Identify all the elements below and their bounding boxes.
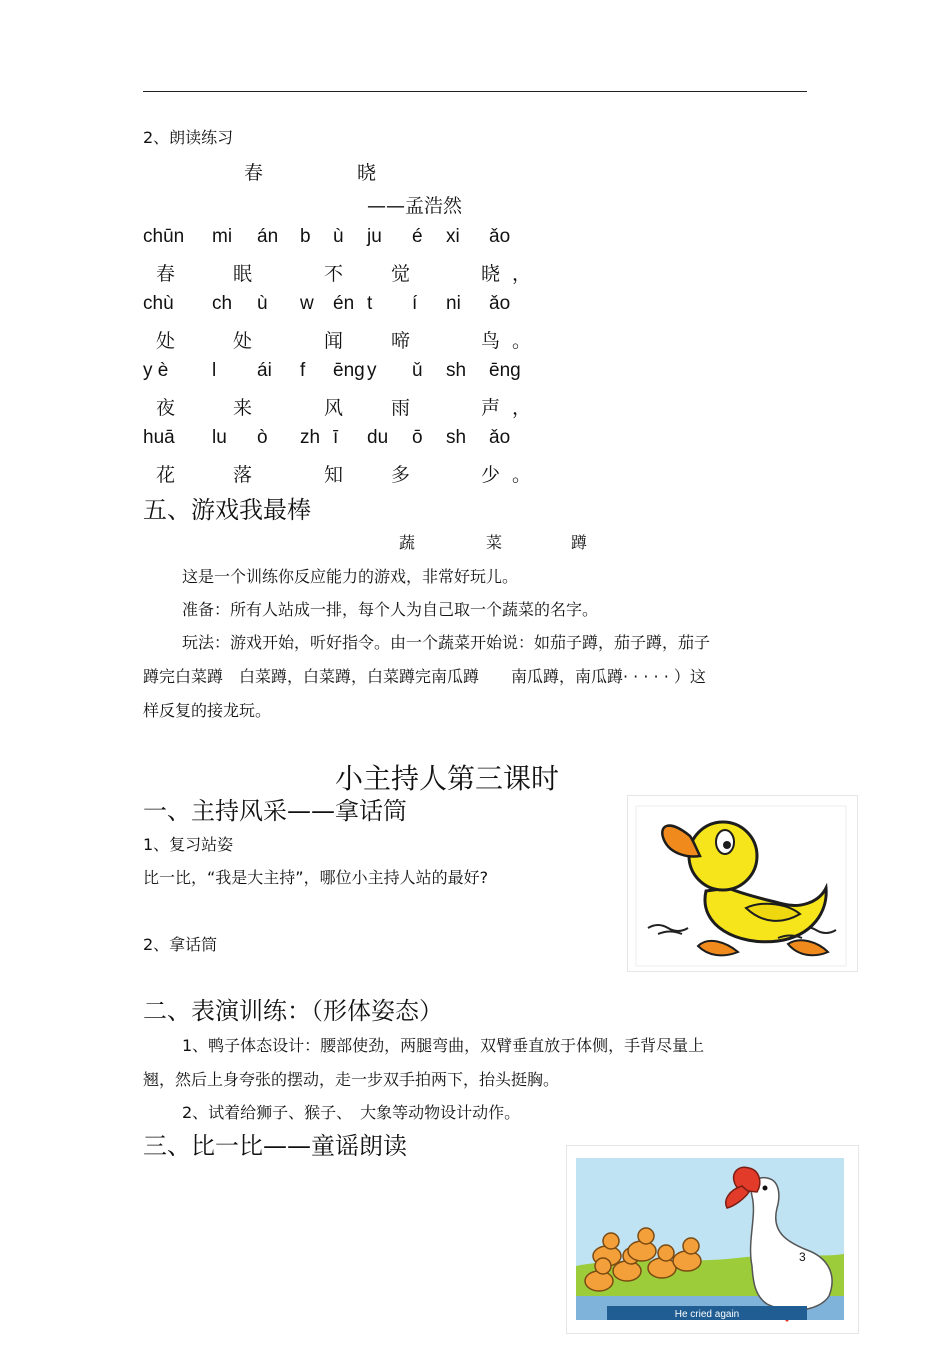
pinyin-syllable: ù bbox=[257, 293, 268, 314]
pinyin-syllable: w bbox=[300, 293, 314, 314]
pinyin-syllable: chūn bbox=[143, 226, 185, 247]
poem-character: 闻 bbox=[324, 330, 344, 352]
pinyin-syllable: ǎo bbox=[489, 226, 511, 247]
pinyin-syllable: b bbox=[300, 226, 311, 247]
poem-title-char: 春 bbox=[244, 162, 264, 184]
poem-character: 少 bbox=[481, 464, 501, 486]
poem-author: ——孟浩然 bbox=[367, 195, 463, 217]
pinyin-syllable: ǎo bbox=[489, 293, 511, 314]
pinyin-syllable: sh bbox=[446, 427, 467, 448]
pinyin-syllable: huā bbox=[143, 427, 175, 448]
poem-character: 多 bbox=[391, 464, 411, 486]
goose-and-ducklings-illustration bbox=[567, 1146, 858, 1333]
game-paragraph: 准备：所有人站成一排，每个人为自己取一个蔬菜的名字。 bbox=[182, 600, 599, 619]
pinyin-syllable: xi bbox=[446, 226, 460, 247]
section5-heading: 五、游戏我最棒 bbox=[143, 496, 311, 524]
poem-character: 知 bbox=[324, 464, 344, 486]
pinyin-syllable: é bbox=[412, 226, 423, 247]
pinyin-syllable: ō bbox=[412, 427, 423, 448]
poem-character: 不 bbox=[324, 263, 344, 285]
pinyin-syllable: ēng bbox=[489, 360, 521, 381]
pinyin-syllable: t bbox=[367, 293, 373, 314]
pinyin-syllable: du bbox=[367, 427, 389, 448]
reading-heading: 2、朗读练习 bbox=[143, 128, 234, 147]
pinyin-syllable: f bbox=[300, 360, 306, 381]
pinyin-syllable: y è bbox=[143, 360, 169, 381]
part2-text: 翘，然后上身夸张的摆动，走一步双手拍两下，抬头挺胸。 bbox=[143, 1070, 560, 1089]
pinyin-syllable: chù bbox=[143, 293, 174, 314]
poem-character: 鸟 bbox=[481, 330, 501, 352]
part3-heading: 三、比一比——童谣朗读 bbox=[143, 1132, 407, 1160]
duck-image bbox=[627, 795, 858, 972]
poem-character: 风 bbox=[324, 397, 344, 419]
poem-character: ， bbox=[512, 263, 532, 285]
poem-character: 夜 bbox=[156, 397, 176, 419]
pinyin-syllable: ni bbox=[446, 293, 461, 314]
poem-character: 眠 bbox=[233, 263, 253, 285]
lesson-title: 小主持人第三课时 bbox=[335, 762, 560, 795]
game-title-char: 蔬 bbox=[399, 533, 416, 552]
goose-image bbox=[566, 1145, 859, 1334]
pinyin-syllable: zh bbox=[300, 427, 321, 448]
poem-character: 春 bbox=[156, 263, 176, 285]
game-paragraph: 玩法：游戏开始，听好指令。由一个蔬菜开始说：如茄子蹲，茄子蹲，茄子 bbox=[182, 633, 711, 652]
poem-character: 处 bbox=[156, 330, 176, 352]
part1-text: 比一比，“我是大主持”，哪位小主持人站的最好? bbox=[143, 868, 489, 887]
poem-character: 。 bbox=[512, 464, 532, 486]
pinyin-syllable: ǔ bbox=[412, 360, 423, 381]
pinyin-syllable: ái bbox=[257, 360, 272, 381]
pinyin-syllable: ò bbox=[257, 427, 268, 448]
goose-caption: He cried again bbox=[674, 1309, 740, 1320]
pinyin-syllable: ǎo bbox=[489, 427, 511, 448]
poem-character: 。 bbox=[512, 330, 532, 352]
poem-character: 晓 bbox=[481, 263, 501, 285]
game-paragraph: 样反复的接龙玩。 bbox=[143, 701, 272, 720]
game-paragraph: 这是一个训练你反应能力的游戏，非常好玩儿。 bbox=[182, 567, 519, 586]
pinyin-syllable: ī bbox=[333, 427, 339, 448]
game-title-char: 菜 bbox=[486, 533, 503, 552]
pinyin-syllable: ēng bbox=[333, 360, 365, 381]
poem-character: ， bbox=[512, 397, 532, 419]
pinyin-syllable: ch bbox=[212, 293, 233, 314]
part2-heading: 二、表演训练：（形体姿态） bbox=[143, 997, 443, 1025]
poem-character: 雨 bbox=[391, 397, 411, 419]
pinyin-syllable: l bbox=[212, 360, 217, 381]
poem-character: 觉 bbox=[391, 263, 411, 285]
poem-character: 落 bbox=[233, 464, 253, 486]
header-rule bbox=[143, 91, 807, 92]
poem-character: 声 bbox=[481, 397, 501, 419]
part2-text: 1、鸭子体态设计：腰部使劲，两腿弯曲，双臂垂直放于体侧，手背尽量上 bbox=[182, 1036, 705, 1055]
part2-text: 2、试着给狮子、猴子、 大象等动物设计动作。 bbox=[182, 1103, 521, 1122]
part1-heading: 一、主持风采——拿话筒 bbox=[143, 797, 407, 825]
part1-item: 2、拿话筒 bbox=[143, 935, 218, 954]
pinyin-syllable: ù bbox=[333, 226, 344, 247]
pinyin-syllable: án bbox=[257, 226, 279, 247]
poem-character: 花 bbox=[156, 464, 176, 486]
pinyin-syllable: ju bbox=[367, 226, 382, 247]
game-paragraph: 蹲完白菜蹲 白菜蹲，白菜蹲，白菜蹲完南瓜蹲 南瓜蹲，南瓜蹲· · · · · ）这 bbox=[143, 667, 706, 686]
poem-character: 处 bbox=[233, 330, 253, 352]
poem-character: 啼 bbox=[391, 330, 411, 352]
pinyin-syllable: y bbox=[367, 360, 377, 381]
yellow-duckling-illustration bbox=[628, 796, 857, 971]
poem-character: 来 bbox=[233, 397, 253, 419]
game-title-char: 蹲 bbox=[571, 533, 588, 552]
pinyin-syllable: én bbox=[333, 293, 355, 314]
part1-item: 1、复习站姿 bbox=[143, 835, 234, 854]
page-number: 3 bbox=[799, 1250, 806, 1264]
poem-title-char: 晓 bbox=[357, 162, 377, 184]
pinyin-syllable: í bbox=[412, 293, 418, 314]
pinyin-syllable: lu bbox=[212, 427, 227, 448]
pinyin-syllable: mi bbox=[212, 226, 233, 247]
pinyin-syllable: sh bbox=[446, 360, 467, 381]
